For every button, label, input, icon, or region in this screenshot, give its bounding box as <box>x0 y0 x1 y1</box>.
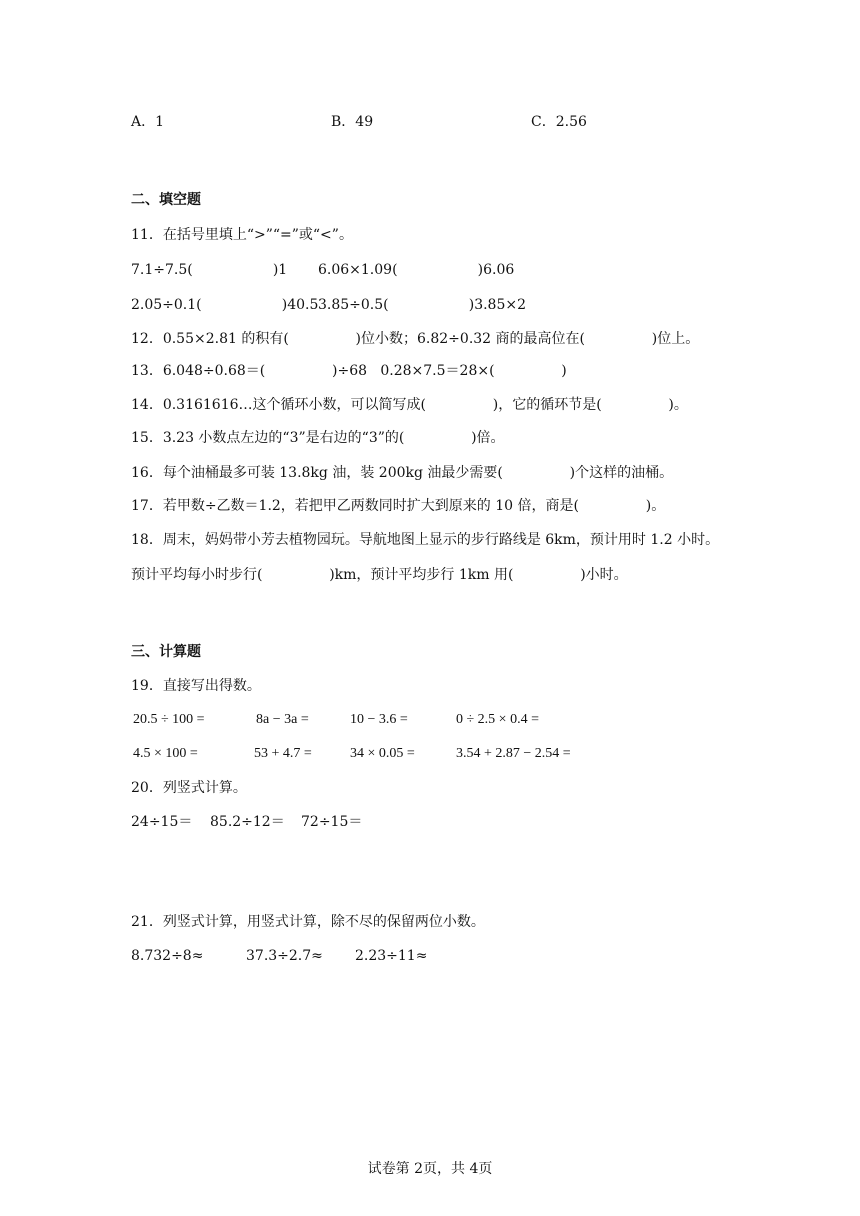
question-21: 21．列竖式计算，用竖式计算，除不尽的保留两位小数。 <box>131 914 485 930</box>
question-17: 17．若甲数÷乙数＝1.2，若把甲乙两数同时扩大到原来的 10 倍，商是( )。 <box>131 498 666 514</box>
question-18-cont: 预计平均每小时步行( )km，预计平均步行 1km 用( )小时。 <box>131 567 628 583</box>
q19-item: 8a − 3a = <box>256 712 309 727</box>
option-c: C．2.56 <box>531 114 587 130</box>
q19-item: 3.54 + 2.87 − 2.54 = <box>456 746 571 761</box>
question-15: 15．3.23 小数点左边的“3”是右边的“3”的( )倍。 <box>131 430 505 446</box>
q19-item: 34 × 0.05 = <box>350 746 415 761</box>
q19-item: 0 ÷ 2.5 × 0.4 = <box>456 712 539 727</box>
q20-item: 72÷15＝ <box>301 814 363 830</box>
q19-item: 4.5 × 100 = <box>133 746 198 761</box>
q11-item: 7.1÷7.5( )1 <box>131 262 288 278</box>
question-14: 14．0.3161616…这个循环小数，可以简写成( )，它的循环节是( )。 <box>131 397 688 413</box>
q11-item: 6.06×1.09( )6.06 <box>318 262 515 278</box>
question-12: 12．0.55×2.81 的积有( )位小数；6.82÷0.32 商的最高位在( )位上。 <box>131 331 700 347</box>
q11-item: 3.85÷0.5( )3.85×2 <box>318 297 527 313</box>
page-footer: 试卷第 2页，共 4页 <box>367 1161 493 1177</box>
question-19: 19．直接写出得数。 <box>131 678 261 694</box>
option-a: A．1 <box>131 114 165 130</box>
option-b: B．49 <box>331 114 374 130</box>
q19-item: 53 + 4.7 = <box>254 746 312 761</box>
section-title-calc: 三、计算题 <box>131 644 201 660</box>
q21-item: 2.23÷11≈ <box>355 948 428 964</box>
q11-item: 2.05÷0.1( )40.5 <box>131 297 319 313</box>
section-title-fill: 二、填空题 <box>131 192 201 208</box>
question-11: 11．在括号里填上“>”“=”或“<”。 <box>131 227 353 243</box>
question-18: 18．周末，妈妈带小芳去植物园玩。导航地图上显示的步行路线是 6km，预计用时 1.2 小时。 <box>131 532 720 548</box>
q21-item: 37.3÷2.7≈ <box>246 948 323 964</box>
q19-item: 20.5 ÷ 100 = <box>133 712 205 727</box>
q21-item: 8.732÷8≈ <box>131 948 204 964</box>
question-16: 16．每个油桶最多可装 13.8kg 油，装 200kg 油最少需要( )个这样的油桶。 <box>131 465 674 481</box>
q19-item: 10 − 3.6 = <box>350 712 408 727</box>
question-13: 13．6.048÷0.68＝( )÷68 0.28×7.5＝28×( ) <box>131 363 567 379</box>
q20-item: 24÷15＝ <box>131 814 193 830</box>
q20-item: 85.2÷12＝ <box>210 814 285 830</box>
question-20: 20．列竖式计算。 <box>131 780 247 796</box>
